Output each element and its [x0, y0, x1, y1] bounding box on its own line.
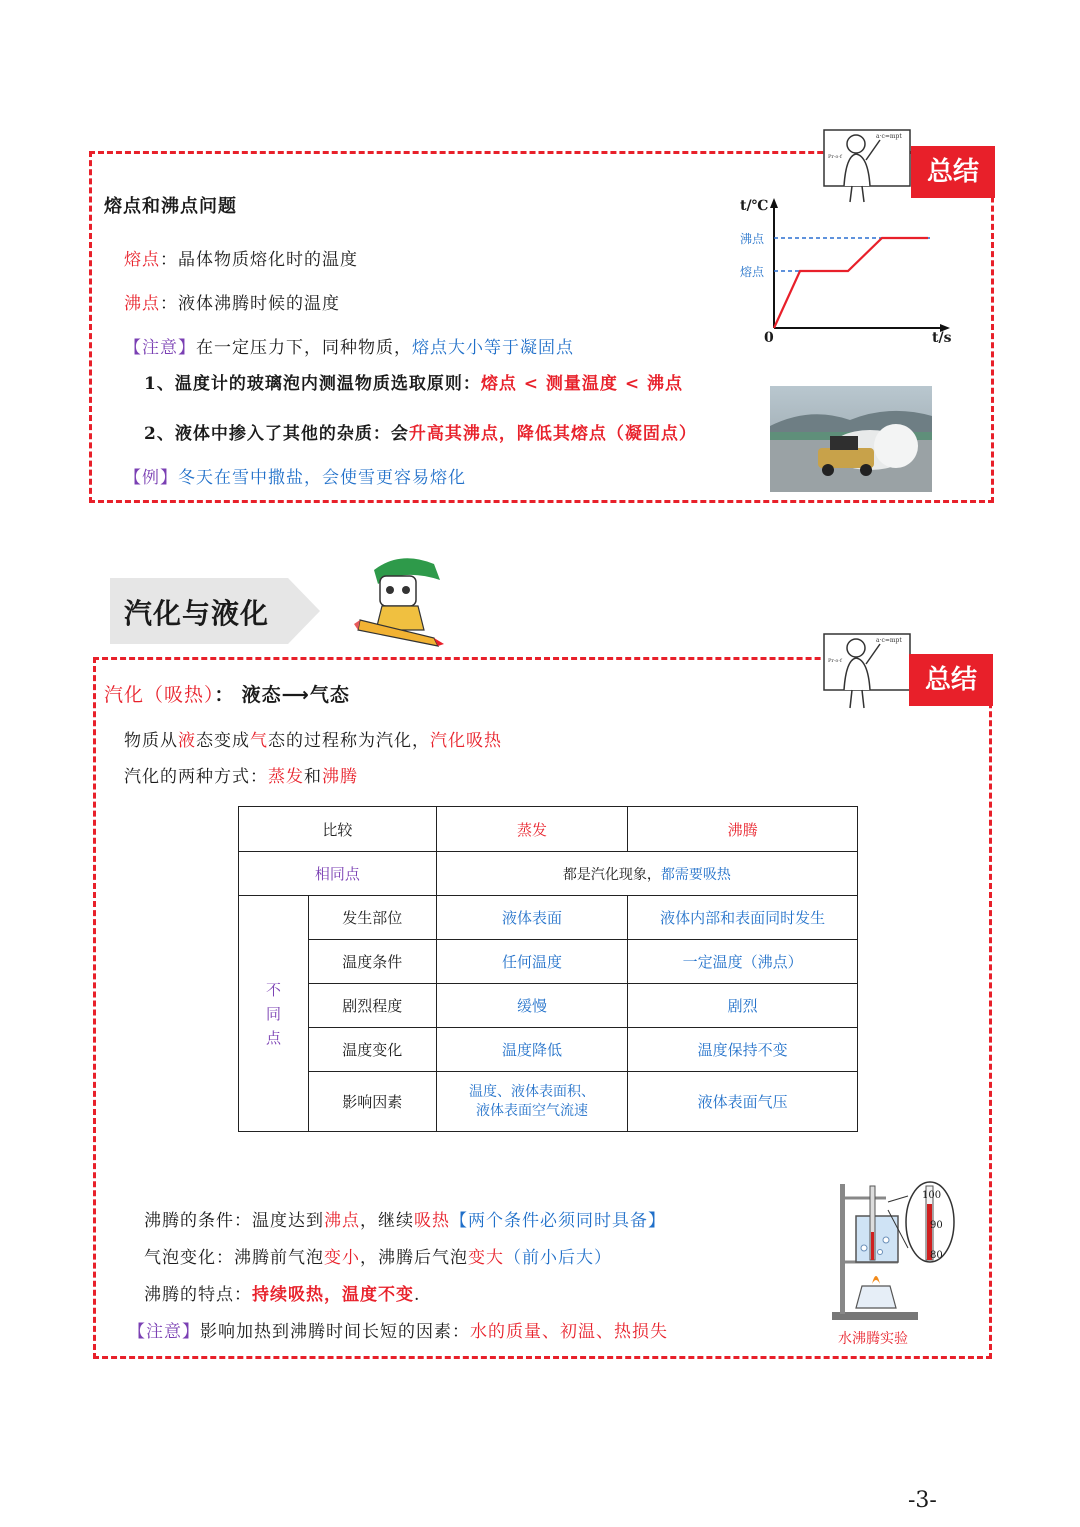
diff-label: 不 同 点	[239, 896, 309, 1132]
experiment-caption: 水沸腾实验	[838, 1331, 908, 1347]
summary-tag-1: 总结	[911, 146, 995, 198]
arrow-right-icon: ⟶	[281, 684, 310, 706]
svg-text:Pr·o·f: Pr·o·f	[828, 658, 842, 664]
header-boiling: 沸腾	[628, 807, 858, 852]
svg-text:a·c=mpt: a·c=mpt	[876, 133, 902, 140]
boiling-experiment-illustration	[826, 1176, 956, 1324]
boiling-point-def: 沸点：液体沸腾时候的温度	[124, 294, 340, 314]
graph-boil-label: 沸点	[740, 232, 765, 246]
header-compare: 比较	[239, 807, 437, 852]
table-row	[239, 1072, 858, 1132]
scale-80: 80	[930, 1250, 943, 1261]
svg-text:a·c=mpt: a·c=mpt	[876, 637, 902, 644]
bubble-change: 气泡变化：沸腾前气泡变小，沸腾后气泡变大（前小后大）	[144, 1248, 612, 1268]
summary-tag-2: 总结	[909, 654, 993, 706]
row-evap: 缓慢	[436, 984, 628, 1028]
melting-point-def: 熔点：晶体物质熔化时的温度	[124, 250, 358, 270]
table-row-same	[239, 852, 858, 896]
row-key: 影响因素	[308, 1072, 436, 1132]
same-label: 相同点	[239, 852, 437, 896]
row-boil: 温度保持不变	[628, 1028, 858, 1072]
row-key: 温度条件	[308, 940, 436, 984]
mascot-illustration	[354, 550, 446, 650]
note-1: 【注意】在一定压力下，同种物质，熔点大小等于凝固点	[124, 338, 574, 358]
boiling-term: 沸点	[124, 294, 160, 314]
row-boil: 一定温度（沸点）	[628, 940, 858, 984]
scale-100: 100	[922, 1190, 942, 1201]
graph-xlabel: t/s	[932, 330, 952, 346]
table-header-row	[239, 807, 858, 852]
scale-90: 90	[930, 1220, 943, 1231]
heading-melting-boiling: 熔点和沸点问题	[104, 196, 237, 217]
graph-ylabel: t/℃	[740, 198, 769, 214]
row-key: 剧烈程度	[308, 984, 436, 1028]
rule-2: 2、液体中掺入了其他的杂质：会升高其沸点，降低其熔点（凝固点）	[144, 424, 697, 444]
same-text: 都是汽化现象，都需要吸热	[436, 852, 857, 896]
graph-melt-label: 熔点	[740, 265, 765, 279]
table-row	[239, 896, 858, 940]
row-boil: 液体表面气压	[628, 1072, 858, 1132]
row-evap: 液体表面	[436, 896, 628, 940]
row-evap: 温度、液体表面积、 液体表面空气流速	[436, 1072, 628, 1132]
row-boil: 剧烈	[628, 984, 858, 1028]
row-boil: 液体内部和表面同时发生	[628, 896, 858, 940]
example-1: 【例】冬天在雪中撒盐，会使雪更容易熔化	[124, 468, 466, 488]
boiling-feature: 沸腾的特点：持续吸热，温度不变.	[144, 1285, 421, 1305]
row-key: 发生部位	[308, 896, 436, 940]
temperature-time-graph	[730, 196, 960, 348]
teacher-illustration-1	[822, 126, 912, 204]
comparison-table	[238, 806, 858, 1132]
section-title-banner	[110, 578, 320, 644]
vaporization-title: 汽化（吸热）： 液态⟶气态	[104, 684, 350, 706]
table-row	[239, 940, 858, 984]
row-evap: 任何温度	[436, 940, 628, 984]
rule-1: 1、温度计的玻璃泡内测温物质选取原则：熔点 < 测量温度 < 沸点	[144, 374, 683, 394]
table-row	[239, 984, 858, 1028]
header-evaporation: 蒸发	[436, 807, 628, 852]
vaporization-methods: 汽化的两种方式：蒸发和沸腾	[124, 767, 358, 787]
vaporization-definition: 物质从液态变成气态的过程称为汽化，汽化吸热	[124, 731, 502, 751]
table-row	[239, 1028, 858, 1072]
svg-text:Pr·o·f: Pr·o·f	[828, 154, 842, 160]
row-evap: 温度降低	[436, 1028, 628, 1072]
section-title: 汽化与液化	[124, 597, 270, 630]
melting-term: 熔点	[124, 250, 160, 270]
row-key: 温度变化	[308, 1028, 436, 1072]
graph-origin: 0	[764, 330, 774, 346]
note-2: 【注意】影响加热到沸腾时间长短的因素：水的质量、初温、热损失	[128, 1322, 668, 1342]
boiling-condition: 沸腾的条件：温度达到沸点，继续吸热【两个条件必须同时具备】	[144, 1211, 666, 1231]
page-number: -3-	[908, 1488, 937, 1513]
salt-truck-photo	[770, 386, 932, 492]
teacher-illustration-2	[822, 630, 912, 710]
